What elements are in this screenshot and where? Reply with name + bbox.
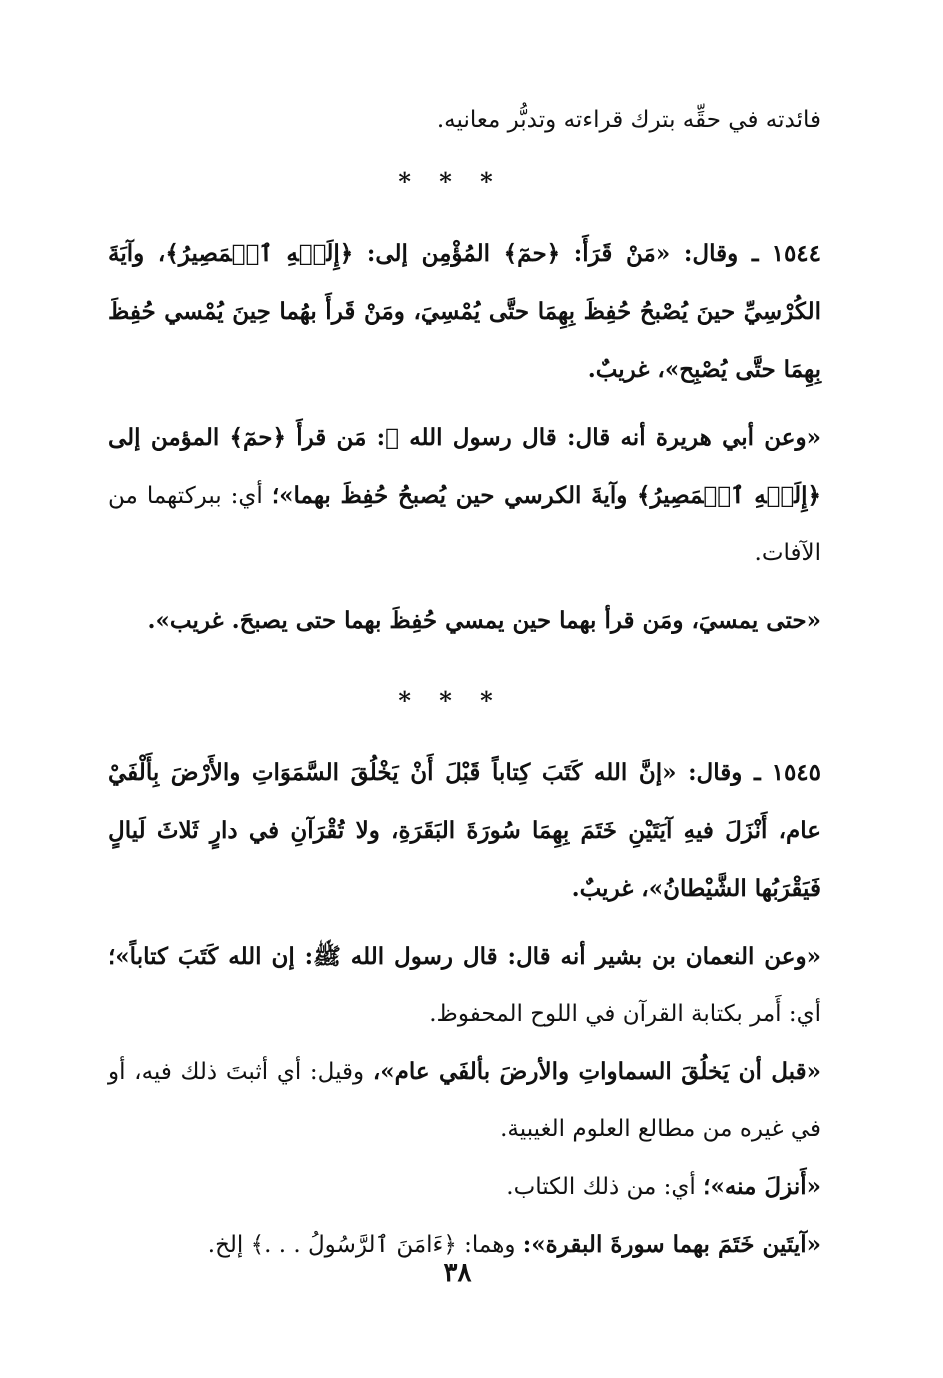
commentary-explanation: وقيل: أي أثبتَ ذلك فيه، أو في غيره من مطالع العلوم الغيبية.: [108, 1059, 821, 1142]
commentary-quote: «وعن أبي هريرة أنه قال: قال رسول الله ﷺ: مَن قرأَ ﴿حمٓ﴾ المؤمن إلى ﴿إِلَيۡهِ ٱلۡمَصِيرُ﴾ وآيةَ الكرسي حين يُصبحُ حُفِظَ بهما»؛: [108, 424, 821, 509]
hadith-1544: [108, 225, 821, 399]
spacer: [108, 215, 821, 225]
spacer: [108, 582, 821, 592]
hadith-text-1545: ـ وقال: «إنَّ الله كَتَبَ كِتاباً قَبْلَ أَنْ يَخْلُقَ السَّمَوَاتِ والأَرْضَ بِأَلْفَيْ عام، أَنْزَلَ فيهِ آيَتَيْنِ خَتَمَ بِهِمَا سُورَةَ البَقَرَةِ، ولا تُقْرَآنِ في دارٍ ثَلاثَ لَيالٍ فَيَقْرَبُها الشَّيْطانُ»، غريبٌ.: [108, 759, 821, 902]
commentary-1544-b: [108, 592, 821, 650]
hadith-number-1545: ١٥٤٥: [771, 759, 822, 786]
commentary-explanation: أي: من ذلك الكتاب.: [506, 1174, 696, 1200]
commentary-explanation: أي: ببركتهما من الآفات.: [108, 483, 821, 566]
text-column: [108, 92, 821, 1274]
commentary-quote: «آيتَين خَتَمَ بهما سورةَ البقرة»:: [522, 1231, 821, 1258]
section-separator-1: * * *: [398, 167, 503, 196]
commentary-quote: «قبل أن يَخلُقَ السماواتِ والأرضَ بألفَي عام»،: [372, 1058, 821, 1085]
commentary-explanation: وهما: ﴿ءَامَنَ ٱلرَّسُولُ . . .﴾ إلخ.: [207, 1232, 516, 1258]
commentary-explanation: أي: أَمر بكتابة القرآن في اللوح المحفوظ.: [429, 1001, 821, 1027]
commentary-quote: «أَنزلَ منه»؛: [703, 1173, 821, 1200]
hadith-1545: [108, 744, 821, 918]
commentary-1545-c: [108, 1158, 821, 1216]
page-number: ٣٨: [443, 1258, 472, 1288]
spacer: [108, 650, 821, 668]
section-separator-2: * * *: [398, 686, 503, 715]
commentary-quote: «حتى يمسيَ، ومَن قرأ بهما حين يمسي حُفِظَ بهما حتى يصبحَ. غريب».: [147, 607, 821, 634]
hadith-text-1544: ـ وقال: «مَنْ قَرَأَ: ﴿حمٓ﴾ المُؤْمِن إلى: ﴿إِلَيۡهِ ٱلۡمَصِيرُ﴾، وآيَةَ الكُرْسِيِّ حينَ يُصْبحُ حُفِظَ بِهِمَا حتَّى يُمْسِيَ، ومَنْ قَرأَ بهُما حِينَ يُمْسي حُفِظَ بِهِمَا حتَّى يُصْبِح»، غريبٌ.: [108, 240, 821, 383]
paragraph-continuation: [108, 92, 821, 149]
spacer: [108, 734, 821, 744]
spacer: [108, 399, 821, 409]
commentary-quote: «وعن النعمان بن بشير أنه قال: قال رسول الله ﷺ: إن الله كَتَبَ كتاباً»؛: [108, 943, 821, 970]
spacer: [108, 918, 821, 928]
commentary-1545-a: [108, 928, 821, 1043]
commentary-1544-a: [108, 409, 821, 582]
hadith-number-1544: ١٥٤٤: [771, 240, 822, 267]
commentary-1545-b: [108, 1043, 821, 1158]
paragraph-continuation-text: فائدته في حقِّه بترك قراءته وتدبُّر معانيه.: [436, 107, 821, 133]
